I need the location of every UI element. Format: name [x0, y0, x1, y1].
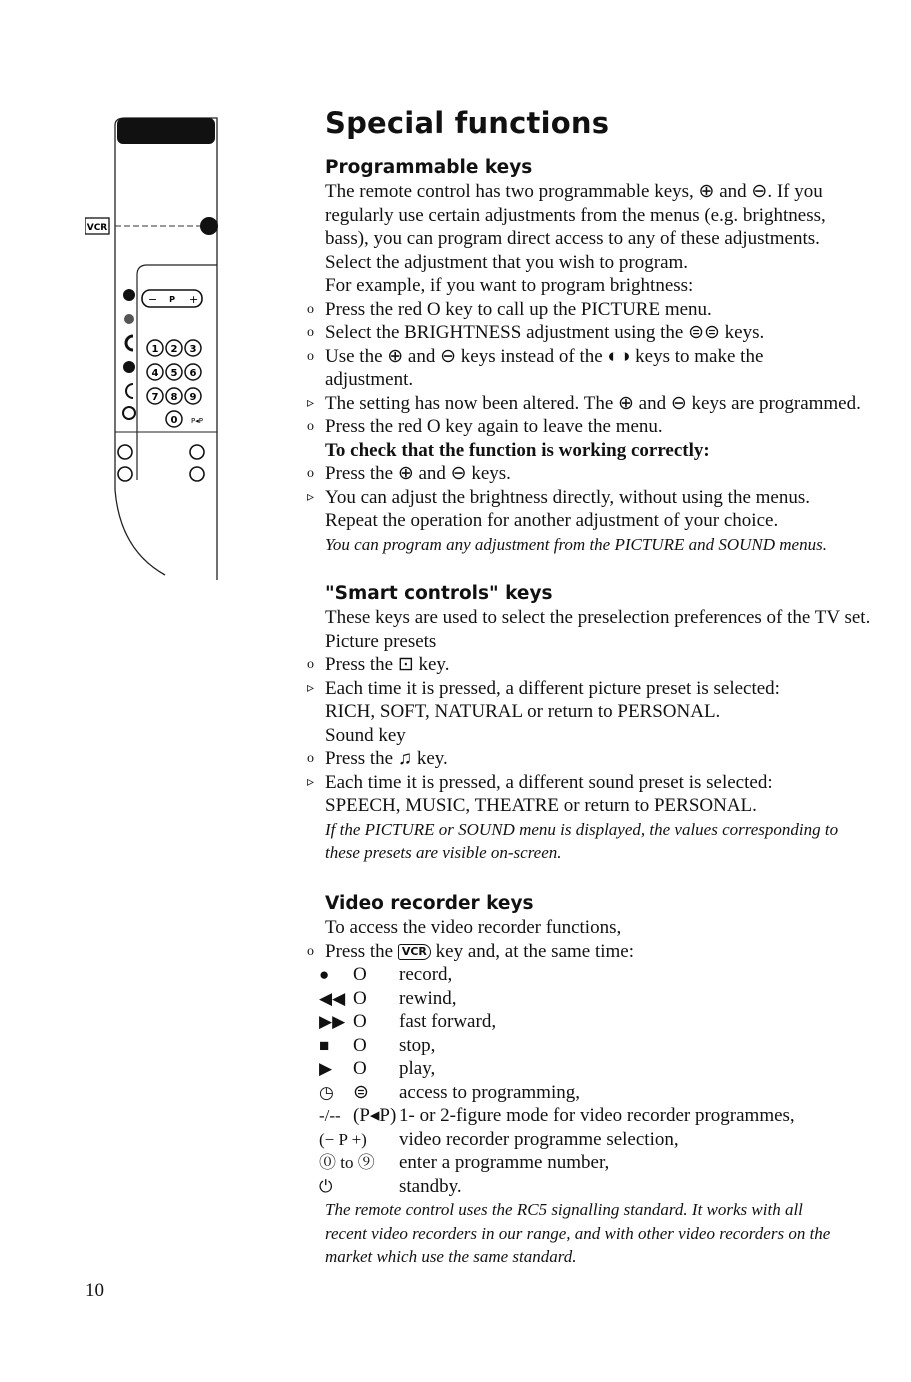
line-text: SPEECH, MUSIC, THEATRE or return to PERSONAL.: [325, 795, 757, 816]
digit-key-label: 4: [151, 368, 159, 379]
line-text: The setting has now been altered. The ⊕ and ⊖ keys are programmed.: [325, 392, 861, 414]
page-number: 10: [85, 1280, 104, 1301]
function-description: play,: [399, 1058, 436, 1079]
line-text: regularly use certain adjustments from the menus (e.g. brightness,: [325, 204, 826, 226]
text-line: [307, 771, 887, 795]
line-text: key and, at the same time:: [435, 940, 635, 962]
line-text: Each time it is pressed, a different sound preset is selected:: [325, 771, 773, 793]
function-description: enter a programme number,: [399, 1152, 610, 1173]
text-line: [307, 439, 887, 463]
pp-key-label: P◂P: [191, 417, 203, 425]
bullet-marker: o: [307, 419, 314, 434]
digit-key-label: 8: [170, 392, 178, 403]
line-text: For example, if you want to program brightness:: [325, 275, 694, 296]
key-symbol-icon: (− P +): [319, 1129, 367, 1149]
text-line: [307, 321, 887, 345]
line-text: Select the BRIGHTNESS adjustment using the ⊜⊜ keys.: [325, 322, 765, 343]
vcr-function-row: [307, 1128, 887, 1152]
key-symbol-icon: -/--: [319, 1106, 341, 1125]
line-text: Press the ⊕ and ⊖ keys.: [325, 463, 511, 484]
result-marker: ▹: [307, 395, 315, 411]
remote-control-illustration: [85, 110, 245, 590]
section-heading: Programmable keys: [325, 157, 533, 178]
bullet-marker: o: [307, 751, 314, 766]
section-heading: "Smart controls" keys: [325, 583, 553, 604]
key-symbol-icon: ●: [319, 965, 330, 984]
key-symbol-icon: O: [353, 1034, 367, 1056]
text-line: [307, 415, 887, 439]
programmable-keys-section: [307, 156, 887, 556]
text-line: [307, 606, 887, 630]
line-text: To check that the function is working correctly:: [325, 439, 710, 461]
key-symbol-icon: O: [353, 1058, 367, 1079]
page-title: Special functions: [325, 106, 610, 140]
text-line: [307, 533, 887, 557]
red-button-icon: [200, 217, 218, 235]
line-text: RICH, SOFT, NATURAL or return to PERSONAL.: [325, 701, 721, 722]
bullet-marker: o: [307, 325, 314, 340]
vcr-function-row: [307, 1057, 887, 1081]
note-line: market which use the same standard.: [325, 1247, 577, 1266]
line-text: Each time it is pressed, a different picture preset is selected:: [325, 677, 780, 699]
key-symbol-icon: ▶▶: [319, 1012, 346, 1031]
bullet-marker: o: [307, 348, 314, 364]
key-symbol-icon: O: [353, 964, 367, 985]
vcr-key-icon: VCR: [398, 944, 431, 960]
key-symbol-icon: (P◂P): [353, 1105, 397, 1126]
digit-key-label: 6: [189, 368, 197, 379]
text-line: [307, 368, 887, 392]
line-text: Select the adjustment that you wish to program.: [325, 251, 689, 273]
text-line: [307, 700, 887, 724]
digit-keys: [147, 340, 203, 427]
key-symbol-icon: O: [353, 987, 367, 1009]
key-symbol-icon: ◷: [319, 1082, 334, 1102]
key-symbol-icon: ■: [319, 1035, 330, 1055]
vcr-function-row: [307, 1104, 887, 1128]
text-line: [307, 462, 887, 486]
line-text: Repeat the operation for another adjustment of your choice.: [325, 510, 779, 531]
note-line: recent video recorders in our range, and with other video recorders on the: [325, 1223, 831, 1243]
text-line: [307, 486, 887, 510]
remote-display-window: [117, 118, 215, 144]
function-description: rewind,: [399, 987, 457, 1009]
text-line: [307, 724, 887, 748]
text-line: [307, 794, 887, 818]
text-line: [307, 747, 887, 771]
line-text: Use the ⊕ and ⊖ keys instead of the ◐◑ keys to make the: [325, 345, 764, 367]
line-text: Picture presets: [325, 630, 437, 652]
vcr-function-row: [307, 1081, 887, 1105]
line-text: These keys are used to select the preselection preferences of the TV set.: [325, 607, 871, 628]
svg-text:P: P: [169, 295, 175, 304]
text-line: [307, 298, 887, 322]
digit-key-label: 1: [151, 344, 159, 355]
function-description: record,: [399, 964, 453, 985]
vcr-function-row: [307, 963, 887, 987]
line-text: The remote control has two programmable keys, ⊕ and ⊖. If you: [325, 181, 823, 202]
press-vcr-line: [307, 940, 887, 964]
function-description: access to programming,: [399, 1081, 580, 1103]
bullet-marker: o: [307, 466, 314, 481]
text-line: [307, 274, 887, 298]
section-heading: Video recorder keys: [325, 893, 534, 914]
vcr-key-label: VCR: [86, 223, 108, 233]
line-text: Press the red O key to call up the PICTURE menu.: [325, 298, 712, 320]
line-text: bass), you can program direct access to any of these adjustments.: [325, 228, 820, 249]
bullet-marker: o: [307, 301, 314, 317]
function-description: 1- or 2-figure mode for video recorder programmes,: [399, 1105, 795, 1126]
line-text: If the PICTURE or SOUND menu is displayed, the values corresponding to: [325, 819, 839, 839]
digit-key-label: 2: [170, 344, 178, 355]
line-text: You can adjust the brightness directly, without using the menus.: [325, 486, 810, 508]
intro-text: To access the video recorder functions,: [325, 917, 622, 938]
svg-text:−: −: [148, 293, 158, 306]
bullet-marker: o: [307, 943, 314, 959]
result-marker: ▹: [307, 680, 315, 696]
line-text: Press the: [325, 940, 394, 962]
text-line: [307, 630, 887, 654]
key-symbol-icon: ◀◀: [319, 988, 346, 1008]
vcr-function-row: [307, 1175, 887, 1199]
text-line: [307, 653, 887, 677]
text-line: [307, 180, 887, 204]
text-line: [307, 509, 887, 533]
function-description: fast forward,: [399, 1011, 497, 1032]
svg-text:+: +: [189, 293, 199, 306]
result-marker: ▹: [307, 774, 315, 790]
function-description: stop,: [399, 1034, 436, 1056]
key-symbol-icon: ▶: [319, 1059, 333, 1078]
text-line: [307, 251, 887, 275]
line-text: adjustment.: [325, 369, 414, 390]
digit-key-label: 7: [151, 392, 159, 403]
digit-key-label: 3: [189, 344, 197, 355]
text-line: [307, 392, 887, 416]
function-description: video recorder programme selection,: [399, 1128, 679, 1150]
line-text: Sound key: [325, 724, 406, 746]
smart-controls-section: [307, 582, 887, 865]
digit-key-label: 9: [189, 392, 197, 403]
line-text: Press the ⊡ key.: [325, 654, 450, 675]
text-line: [307, 818, 887, 842]
text-line: [307, 345, 887, 369]
digit-key-label: 5: [170, 368, 178, 379]
line-text: Press the ♫ key.: [325, 748, 448, 769]
line-text: Press the red O key again to leave the menu.: [325, 416, 663, 437]
vcr-function-row: [307, 1151, 887, 1175]
digit-key-label: 0: [170, 415, 178, 426]
result-marker: ▹: [307, 489, 315, 505]
text-line: [307, 227, 887, 251]
function-description: standby.: [399, 1175, 462, 1197]
bullet-marker: o: [307, 657, 314, 672]
note-line: The remote control uses the RC5 signalling standard. It works with all: [325, 1200, 803, 1219]
key-symbol-icon: ⓪ to ⑨: [319, 1153, 375, 1172]
key-symbol-icon: ⊜: [353, 1081, 369, 1103]
key-symbol-icon: ⏻: [319, 1176, 333, 1196]
vcr-function-row: [307, 987, 887, 1011]
line-text: You can program any adjustment from the PICTURE and SOUND menus.: [325, 534, 827, 554]
key-symbol-icon: O: [353, 1011, 367, 1032]
vcr-function-row: [307, 1010, 887, 1034]
text-line: [307, 841, 887, 865]
vcr-function-row: [307, 1034, 887, 1058]
line-text: these presets are visible on-screen.: [325, 843, 562, 862]
text-line: [307, 204, 887, 228]
video-recorder-section: [307, 892, 887, 1269]
text-line: [307, 677, 887, 701]
